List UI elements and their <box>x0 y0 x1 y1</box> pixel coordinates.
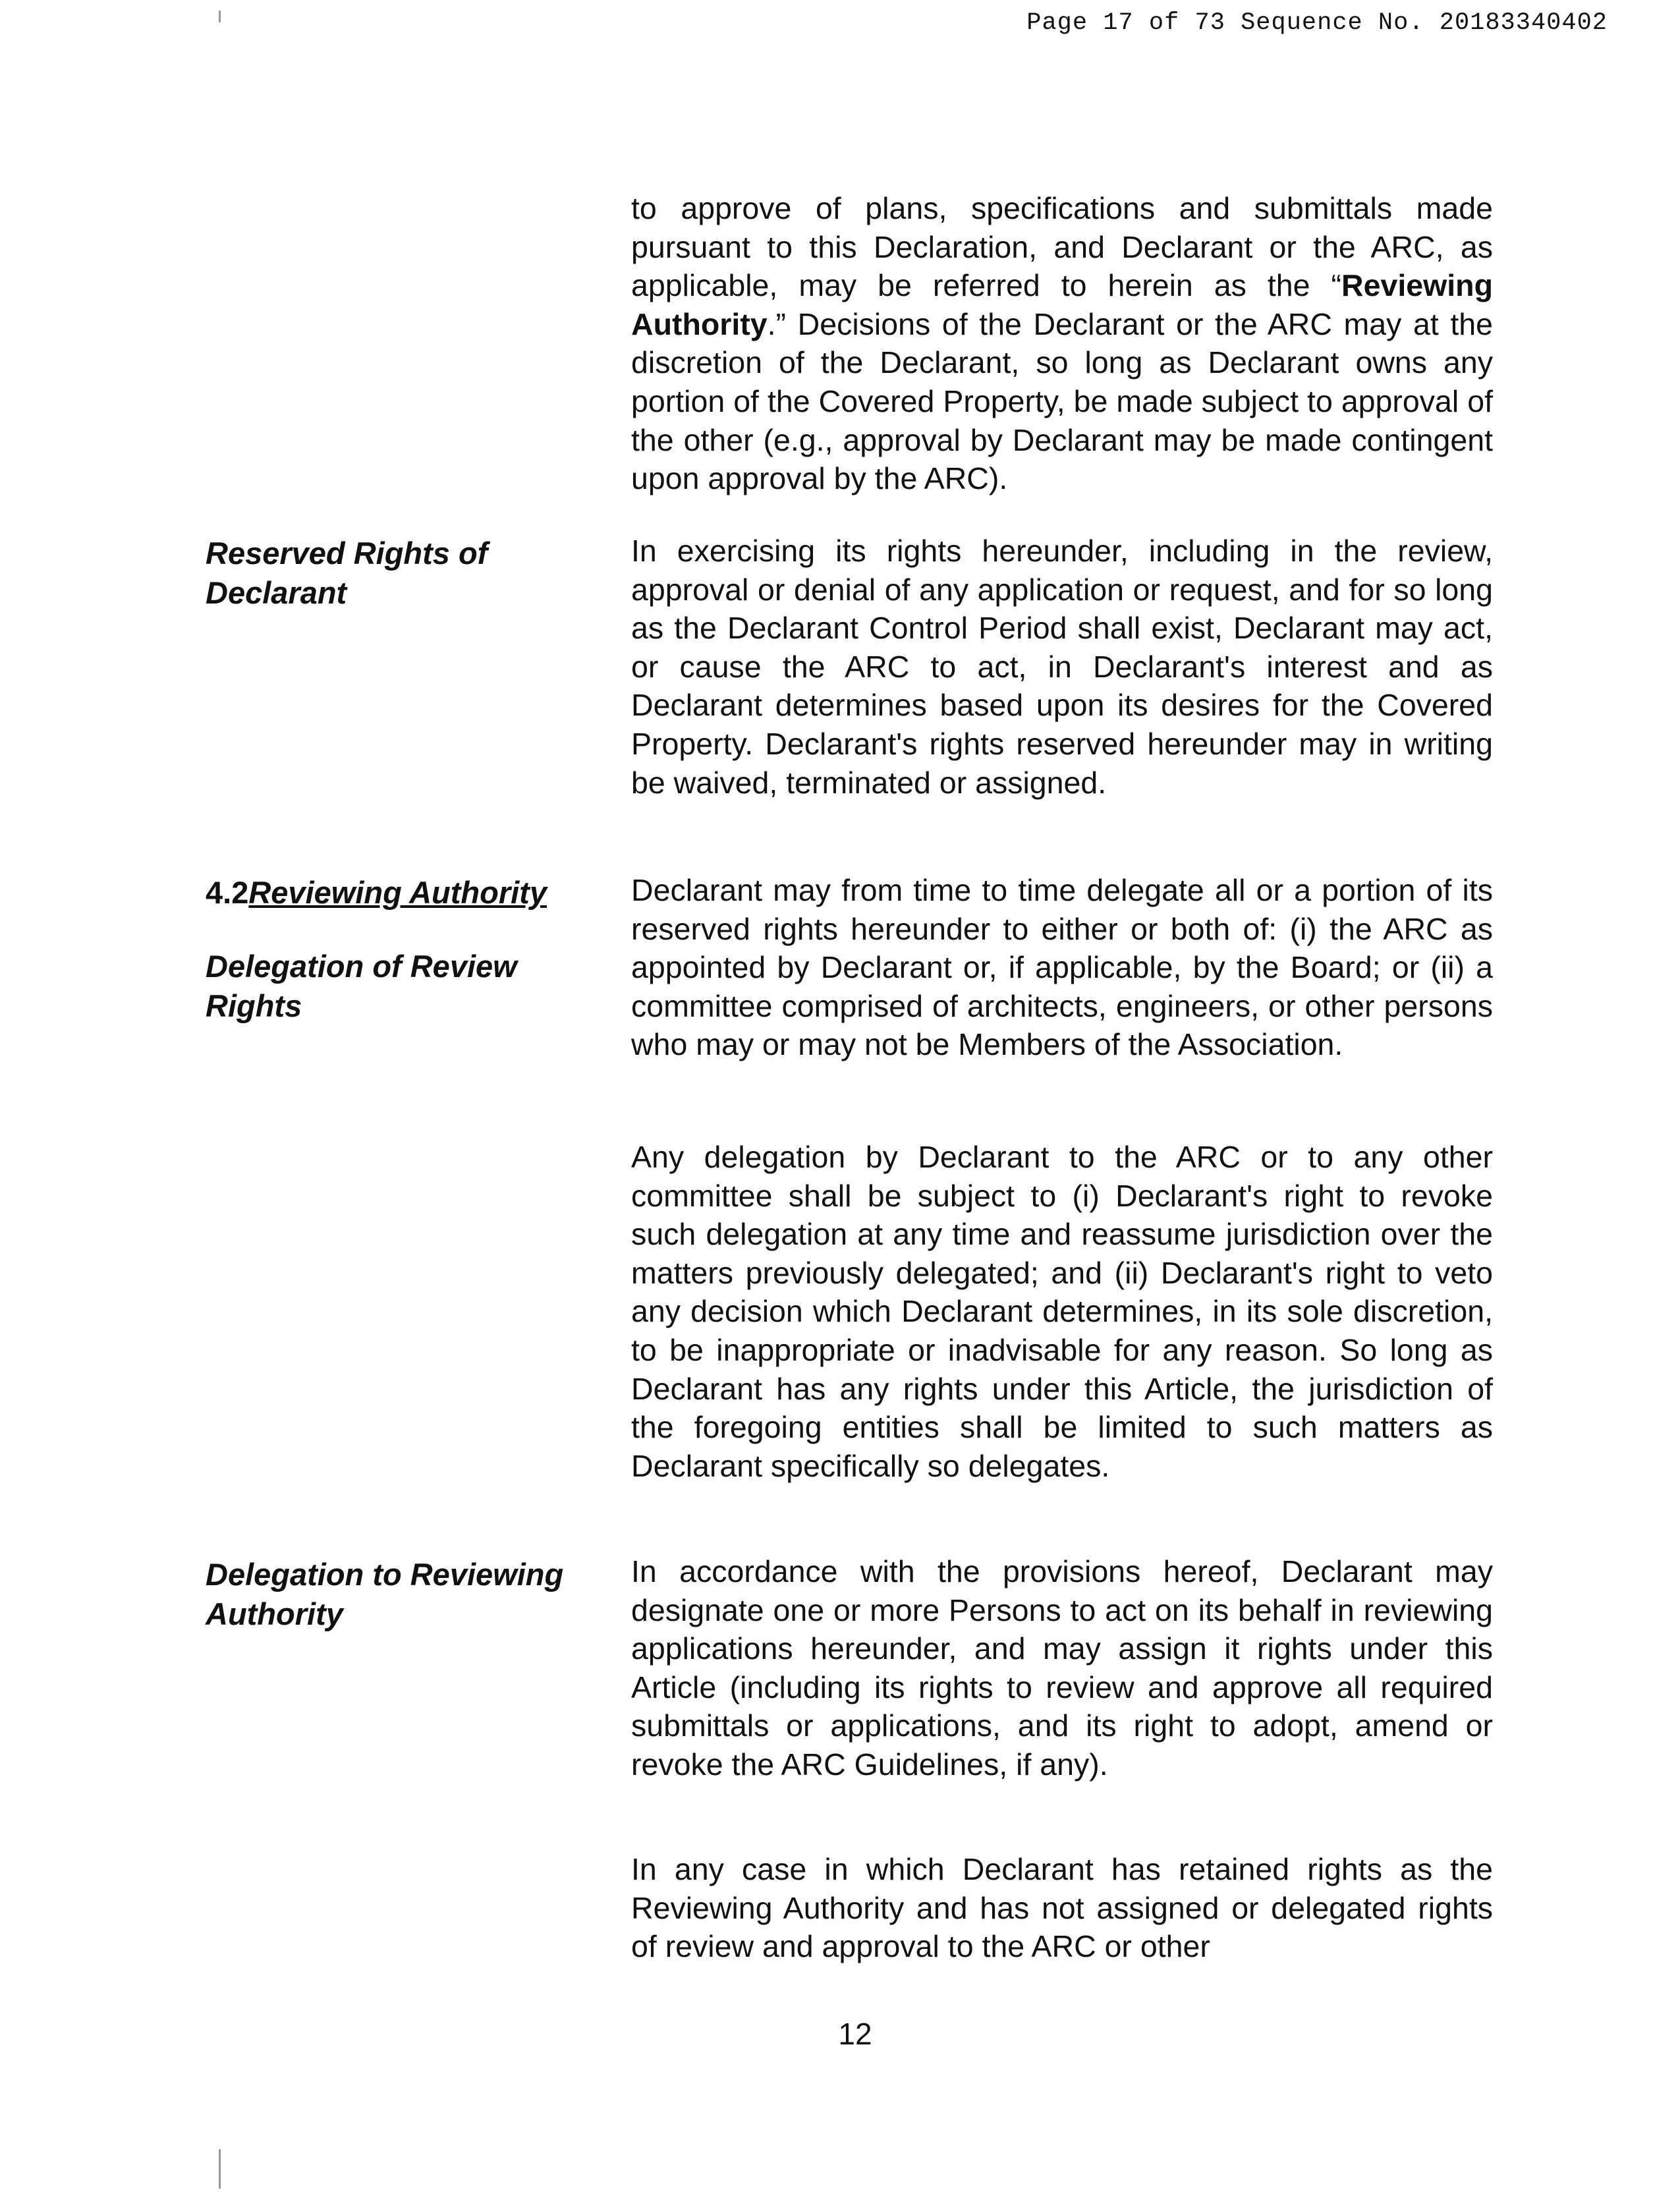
paragraph-retained-rights: In any case in which Declarant has retained rights as the Reviewing Authority and has not assigned or delegated rights of review and approval to the ARC or other <box>631 1852 1493 1964</box>
heading-delegation-to-reviewing-authority: Delegation to Reviewing Authority <box>206 1557 564 1631</box>
heading-reserved-rights: Reserved Rights of Declarant <box>206 536 488 610</box>
reviewing-authority-term: Reviewing Authority <box>631 268 1493 341</box>
section-number: 4.2 <box>206 875 249 910</box>
section-4-2-heading <box>206 873 601 913</box>
paragraph-delegation-to-reviewing-authority: In accordance with the provisions hereof, Declarant may designate one or more Persons to act on its behalf in reviewing applications hereunder, and may assign it rights under this Article (including its rights to review and approve all required submittals or applications, and its right to adopt, amend or revoke the ARC Guidelines, if any). <box>631 1554 1493 1782</box>
paragraph-reserved-rights: In exercising its rights hereunder, including in the review, approval or denial of any application or request, and for so long as the Declarant Control Period shall exist, Declarant may act, or cause the ARC to act, in Declarant's interest and as Declarant determines based upon its desires for the Covered Property. Declarant's rights reserved hereunder may in writing be waived, terminated or assigned. <box>631 534 1493 800</box>
intro-paragraph <box>631 189 1493 498</box>
intro-text-before: to approve of plans, specifications and submittals made pursuant to this Declaration, and Declarant or the ARC, as applicable, may be referred to herein as the “ <box>631 191 1493 303</box>
paragraph-delegation-review-rights: Declarant may from time to time delegate all or a portion of its reserved rights hereunder to either or both of: (i) the ARC as appointed by Declarant or, if applicable, by the Board; or (ii) a committee comprised of architects, engineers, or other persons who may or may not be Members of the Association. <box>631 873 1493 1062</box>
scan-mark-bottom <box>219 2149 221 2189</box>
intro-text-after: .” Decisions of the Declarant or the ARC may at the discretion of the Declarant, so long as Declarant owns any portion of the Covered Property, be made subject to approval of the other (e.g., approval by Declarant may be made contingent upon approval by the ARC). <box>631 306 1493 496</box>
section-title: Reviewing Authority <box>248 875 547 910</box>
scan-mark-top <box>219 11 221 22</box>
page-sequence-header: Page 17 of 73 Sequence No. 20183340402 <box>1026 9 1608 37</box>
paragraph-delegation-conditions: Any delegation by Declarant to the ARC or to any other committee shall be subject to (i) Declarant's right to revoke such delegation at any time and reassume jurisdiction over the matters previously delegated; and (ii) Declarant's right to veto any decision which Declarant determines, in its sole discretion, to be inappropriate or inadvisable for any reason. So long as Declarant has any rights under this Article, the jurisdiction of the foregoing entities shall be limited to such matters as Declarant specifically so delegates. <box>631 1140 1493 1483</box>
page-number: 12 <box>838 2017 872 2051</box>
heading-delegation-of-review-rights: Delegation of Review Rights <box>206 949 517 1023</box>
